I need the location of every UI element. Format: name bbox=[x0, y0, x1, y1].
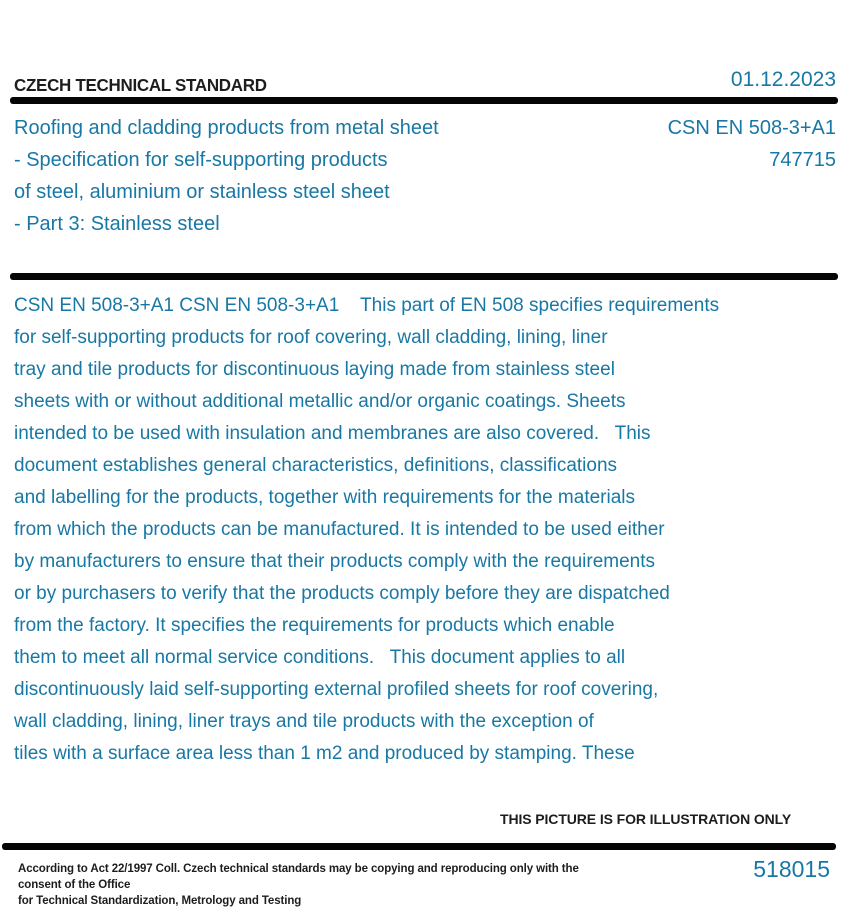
abstract-line: or by purchasers to verify that the products comply before they are dispatched bbox=[14, 583, 670, 604]
title-divider-rule bbox=[10, 273, 838, 280]
abstract-line: document establishes general characteristics, definitions, classifications bbox=[14, 455, 618, 476]
abstract-line: and labelling for the products, together with requirements for the materials bbox=[14, 487, 635, 508]
abstract-line: discontinuously laid self-supporting external profiled sheets for roof covering, bbox=[14, 679, 659, 700]
document-number: 518015 bbox=[753, 856, 830, 882]
standard-title-line: - Specification for self-supporting products bbox=[14, 149, 388, 171]
abstract-line: them to meet all normal service conditions. This document applies to all bbox=[14, 647, 626, 668]
abstract-line: tiles with a surface area less than 1 m2 and produced by stamping. These bbox=[14, 743, 635, 764]
abstract-text bbox=[14, 290, 844, 770]
abstract-line: intended to be used with insulation and membranes are also covered. This bbox=[14, 423, 651, 444]
standard-code: CSN EN 508-3+A1 bbox=[667, 117, 836, 139]
class-number: 747715 bbox=[769, 149, 836, 171]
abstract-line: CSN EN 508-3+A1 CSN EN 508-3+A1 This part of EN 508 specifies requirements bbox=[14, 295, 720, 316]
copyright-line-2: for Technical Standardization, Metrology and Testing bbox=[18, 895, 302, 907]
copyright-line-1: According to Act 22/1997 Coll. Czech technical standards may be copying and reproducing only with the consent of the Office bbox=[18, 863, 579, 891]
abstract-line: tray and tile products for discontinuous laying made from stainless steel bbox=[14, 359, 615, 380]
abstract-line: from the factory. It specifies the requirements for products which enable bbox=[14, 615, 615, 636]
footer-divider-rule bbox=[2, 843, 836, 850]
standard-title-line: Roofing and cladding products from metal sheet bbox=[14, 117, 439, 139]
standard-title bbox=[14, 112, 574, 240]
abstract-line: sheets with or without additional metallic and/or organic coatings. Sheets bbox=[14, 391, 626, 412]
illustration-only-notice: THIS PICTURE IS FOR ILLUSTRATION ONLY bbox=[500, 811, 792, 827]
header-divider-rule bbox=[10, 97, 838, 104]
standard-identifiers bbox=[576, 112, 836, 176]
standard-title-line: - Part 3: Stainless steel bbox=[14, 213, 220, 235]
issue-date: 01.12.2023 bbox=[730, 68, 836, 91]
abstract-line: from which the products can be manufactured. It is intended to be used either bbox=[14, 519, 665, 540]
standard-title-line: of steel, aluminium or stainless steel sheet bbox=[14, 181, 390, 203]
abstract-line: for self-supporting products for roof covering, wall cladding, lining, liner bbox=[14, 327, 608, 348]
abstract-line: by manufacturers to ensure that their products comply with the requirements bbox=[14, 551, 656, 572]
page-title: CZECH TECHNICAL STANDARD bbox=[14, 75, 267, 95]
abstract-line: wall cladding, lining, liner trays and tile products with the exception of bbox=[14, 711, 594, 732]
copyright-notice bbox=[18, 861, 618, 909]
